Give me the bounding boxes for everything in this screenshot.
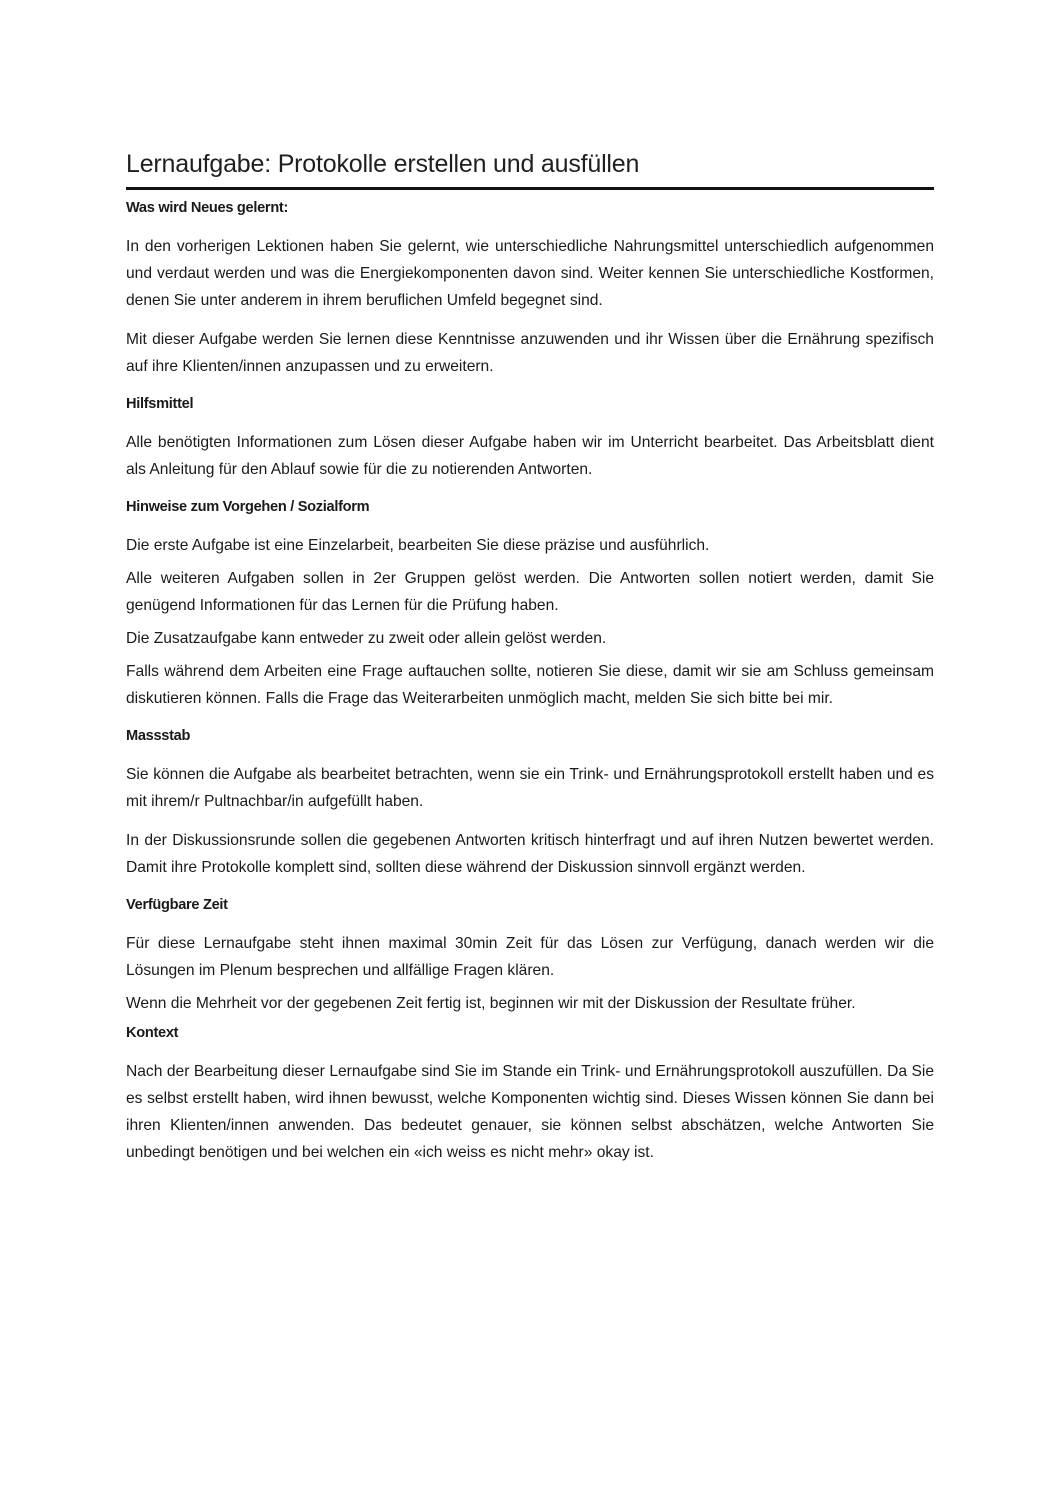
paragraph: Falls während dem Arbeiten eine Frage auftauchen sollte, notieren Sie diese, damit wir sie am Schluss gemeinsam diskutieren können. Falls die Frage das Weiterarbeiten unmöglich macht, melden Sie sich bitte bei mir. [126, 663, 934, 707]
paragraph: Wenn die Mehrheit vor der gegebenen Zeit fertig ist, beginnen wir mit der Diskussion der Resultate früher. [126, 995, 856, 1012]
section-heading: Was wird Neues gelernt: [126, 200, 289, 216]
section-heading: Massstab [126, 728, 191, 744]
paragraph: In den vorherigen Lektionen haben Sie gelernt, wie unterschiedliche Nahrungsmittel unterschiedlich aufgenommen und verdaut werden und was die Energiekomponenten davon sind. Weiter kennen Sie unterschiedliche Kostformen, denen Sie unter anderem in ihrem beruflichen Umfeld begegnet sind. [126, 238, 934, 309]
paragraph: Die Zusatzaufgabe kann entweder zu zweit oder allein gelöst werden. [126, 630, 607, 647]
section-hilfsmittel [126, 394, 934, 483]
title-underline [126, 187, 934, 190]
section-heading: Kontext [126, 1025, 179, 1041]
paragraph: Für diese Lernaufgabe steht ihnen maximal 30min Zeit für das Lösen zur Verfügung, danach werden wir die Lösungen im Plenum besprechen und allfällige Fragen klären. [126, 935, 934, 979]
paragraph: Alle benötigten Informationen zum Lösen dieser Aufgabe haben wir im Unterricht bearbeitet. Das Arbeitsblatt dient als Anleitung für den Ablauf sowie für die zu notierenden Antworten. [126, 434, 934, 478]
section-heading: Verfügbare Zeit [126, 897, 228, 913]
paragraph: Mit dieser Aufgabe werden Sie lernen diese Kenntnisse anzuwenden und ihr Wissen über die Ernährung spezifisch auf ihre Klienten/innen anzupassen und zu erweitern. [126, 331, 934, 375]
document-body [126, 146, 934, 1166]
section-verfuegbare-zeit [126, 895, 934, 1017]
section-hinweise-zum-vorgehen [126, 497, 934, 712]
section-kontext [126, 1023, 934, 1166]
paragraph: Sie können die Aufgabe als bearbeitet betrachten, wenn sie ein Trink- und Ernährungsprotokoll erstellt haben und es mit ihrem/r Pultnachbar/in aufgefüllt haben. [126, 766, 934, 810]
section-heading: Hilfsmittel [126, 396, 194, 412]
document-title: Lernaufgabe: Protokolle erstellen und ausfüllen [126, 150, 640, 178]
paragraph: Nach der Bearbeitung dieser Lernaufgabe sind Sie im Stande ein Trink- und Ernährungsprotokoll auszufüllen. Da Sie es selbst erstellt haben, wird ihnen bewusst, welche Komponenten wichtig sind. Dieses Wissen können Sie dann bei ihren Klienten/innen anwenden. Das bedeutet genauer, sie können selbst abschätzen, welche Antworten Sie unbedingt benötigen und bei welchen ein «ich weiss es nicht mehr» okay ist. [126, 1063, 934, 1161]
paragraph: In der Diskussionsrunde sollen die gegebenen Antworten kritisch hinterfragt und auf ihren Nutzen bewertet werden. Damit ihre Protokolle komplett sind, sollten diese während der Diskussion sinnvoll ergänzt werden. [126, 832, 934, 876]
section-heading: Hinweise zum Vorgehen / Sozialform [126, 499, 370, 515]
section-massstab [126, 726, 934, 881]
section-was-wird-neues-gelernt [126, 198, 934, 380]
paragraph: Alle weiteren Aufgaben sollen in 2er Gruppen gelöst werden. Die Antworten sollen notiert werden, damit Sie genügend Informationen für das Lernen für die Prüfung haben. [126, 570, 934, 614]
paragraph: Die erste Aufgabe ist eine Einzelarbeit, bearbeiten Sie diese präzise und ausführlich. [126, 537, 710, 554]
